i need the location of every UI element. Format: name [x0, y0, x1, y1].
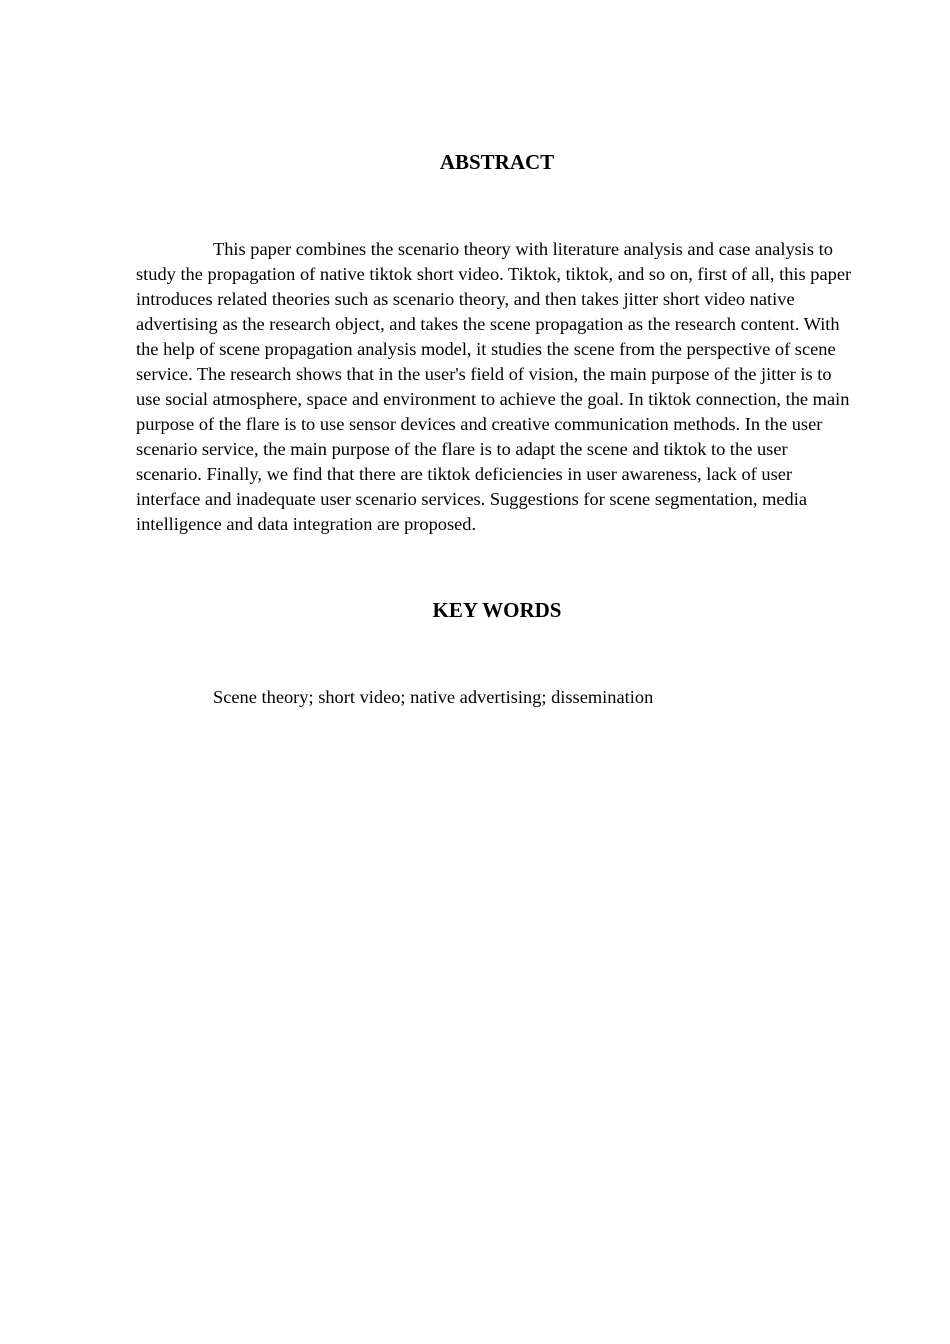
- abstract-paragraph: This paper combines the scenario theory with literature analysis and case analysis to study the propagation of native tiktok short video. Tiktok, tiktok, and so on, first of all, this paper introduces related theories such as scenario theory, and then takes jitter short video native advertising as the research object, and takes the scene propagation as the research content. With the help of scene propagation analysis model, it studies the scene from the perspective of scene service. The research shows that in the user's field of vision, the main purpose of the jitter is to use social atmosphere, space and environment to achieve the goal. In tiktok connection, the main purpose of the flare is to use sensor devices and creative communication methods. In the user scenario service, the main purpose of the flare is to adapt the scene and tiktok to the user scenario. Finally, we find that there are tiktok deficiencies in user awareness, lack of user interface and inadequate user scenario services. Suggestions for scene segmentation, media intelligence and data integration are proposed.: [136, 239, 852, 534]
- abstract-heading: ABSTRACT: [439, 150, 555, 174]
- keywords-heading: KEY WORDS: [432, 598, 562, 622]
- keywords-text: Scene theory; short video; native advertising; dissemination: [213, 687, 654, 707]
